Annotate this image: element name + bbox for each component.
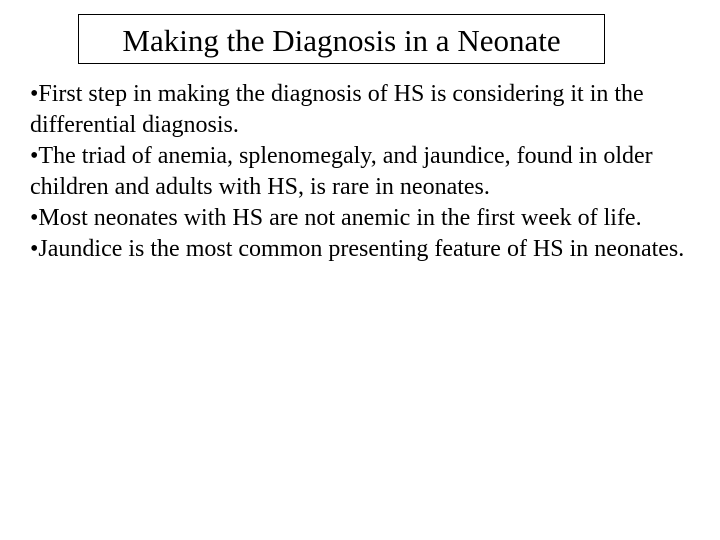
bullet-marker: •	[30, 205, 39, 231]
bullet-marker: •	[30, 81, 39, 107]
slide-title: Making the Diagnosis in a Neonate	[122, 22, 561, 58]
bullet-text: Jaundice is the most common presenting feature of HS in neonates.	[38, 236, 685, 262]
bullet-marker: •	[30, 143, 39, 169]
bullet-text: Most neonates with HS are not anemic in the first week of life.	[38, 205, 642, 231]
bullet-item	[30, 203, 702, 234]
bullet-text: First step in making the diagnosis of HS is considering it in the differential diagnosis.	[30, 81, 644, 138]
bullet-list	[30, 79, 702, 265]
bullet-item	[30, 79, 702, 141]
bullet-item	[30, 234, 702, 265]
bullet-text: The triad of anemia, splenomegaly, and jaundice, found in older children and adults with HS, is rare in neonates.	[30, 143, 653, 200]
bullet-marker: •	[30, 236, 39, 262]
slide-title-box	[78, 14, 605, 64]
bullet-item	[30, 141, 702, 203]
